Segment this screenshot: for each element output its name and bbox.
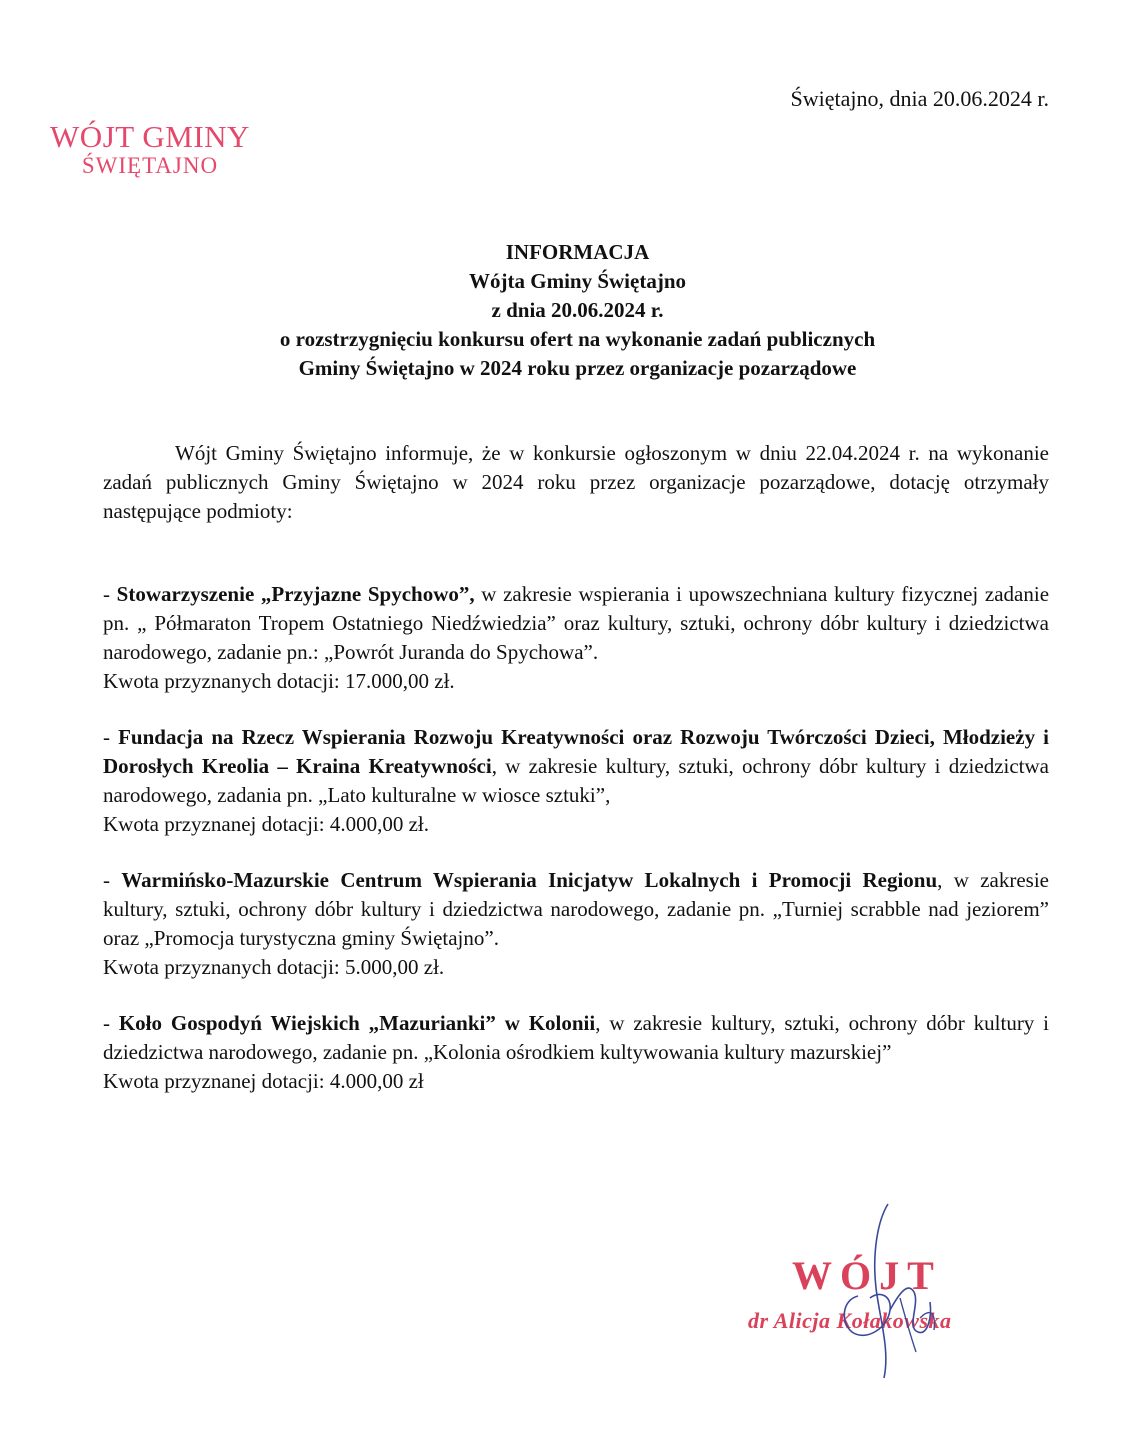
grant-entry-body — [103, 580, 1049, 667]
entry-description: , w zakresie kultury, sztuki, ochrony dóbr kultury i dziedzictwa narodowego, zadanie pn. „Kolonia ośrodkiem kultywowania kultury mazurskiej” — [103, 1011, 1049, 1064]
document-title — [100, 238, 1055, 383]
grant-amount: Kwota przyznanej dotacji: 4.000,00 zł — [103, 1069, 424, 1093]
organization-name: Stowarzyszenie „Przyjazne Spychowo”, — [116, 582, 475, 606]
entry-dash: - — [103, 582, 117, 606]
entry-description: w zakresie wspierania i upowszechniana kultury fizycznej zadanie pn. „ Półmaraton Tropem Ostatniego Niedźwiedzia” oraz kultury, sztuki, ochrony dóbr kultury i dziedzictwa narodowego, zadanie pn.: „Powrót Juranda do Spychowa”. — [103, 582, 1050, 664]
intro-paragraph: Wójt Gminy Świętajno informuje, że w konkursie ogłoszonym w dniu 22.04.2024 r. na wykonanie zadań publicznych Gminy Świętajno w 2024 roku przez organizacje pozarządowe, dotację otrzymały następujące podmioty: — [103, 441, 1049, 523]
organization-name: Warmińsko-Mazurskie Centrum Wspierania Inicjatyw Lokalnych i Promocji Regionu — [121, 868, 938, 892]
title-line-2: Wójta Gminy Świętajno — [469, 269, 686, 293]
organization-name: Fundacja na Rzecz Wspierania Rozwoju Kreatywności oraz Rozwoju Twórczości Dzieci, Młodzieży i Dorosłych Kreolia – Kraina Kreatywności — [103, 725, 1049, 778]
office-stamp — [36, 120, 264, 179]
grant-entry-1 — [103, 580, 1049, 696]
grant-amount: Kwota przyznanych dotacji: 17.000,00 zł. — [103, 669, 455, 693]
organization-name: Koło Gospodyń Wiejskich „Mazurianki” w Kolonii — [118, 1011, 596, 1035]
grant-amount: Kwota przyznanych dotacji: 5.000,00 zł. — [103, 955, 445, 979]
signature-stamp-name: dr Alicja Kołakowska — [748, 1308, 952, 1333]
entry-dash: - — [103, 725, 119, 749]
entry-dash: - — [103, 1011, 119, 1035]
place-date: Świętajno, dnia 20.06.2024 r. — [790, 86, 1049, 111]
stamp-line-2: ŚWIĘTAJNO — [81, 153, 219, 178]
entry-description: , w zakresie kultury, sztuki, ochrony dóbr kultury i dziedzictwa narodowego, zadanie pn. „Turniej scrabble nad jeziorem” oraz „Promocja turystyczna gminy Świętajno”. — [103, 868, 1050, 950]
handwritten-signature-icon — [740, 1200, 1040, 1380]
title-line-5: Gminy Świętajno w 2024 roku przez organizacje pozarządowe — [298, 356, 857, 380]
grant-entry-body — [103, 723, 1049, 810]
grant-entry-4 — [103, 1009, 1049, 1096]
grant-entry-body — [103, 866, 1049, 953]
title-line-1: INFORMACJA — [505, 240, 650, 264]
stamp-line-1: WÓJT GMINY — [50, 119, 250, 154]
title-line-3: z dnia 20.06.2024 r. — [491, 298, 664, 322]
grant-entry-2 — [103, 723, 1049, 839]
entry-description: , w zakresie kultury, sztuki, ochrony dóbr kultury i dziedzictwa narodowego, zadania pn. „Lato kulturalne w wiosce sztuki”, — [103, 754, 1049, 807]
signature-block — [740, 1200, 1040, 1380]
grant-entry-3 — [103, 866, 1049, 982]
entry-dash: - — [103, 868, 122, 892]
grant-entry-body — [103, 1009, 1049, 1067]
title-line-4: o rozstrzygnięciu konkursu ofert na wykonanie zadań publicznych — [279, 327, 876, 351]
grant-amount: Kwota przyznanej dotacji: 4.000,00 zł. — [103, 812, 429, 836]
signature-stamp-title: WÓJT — [792, 1253, 942, 1298]
